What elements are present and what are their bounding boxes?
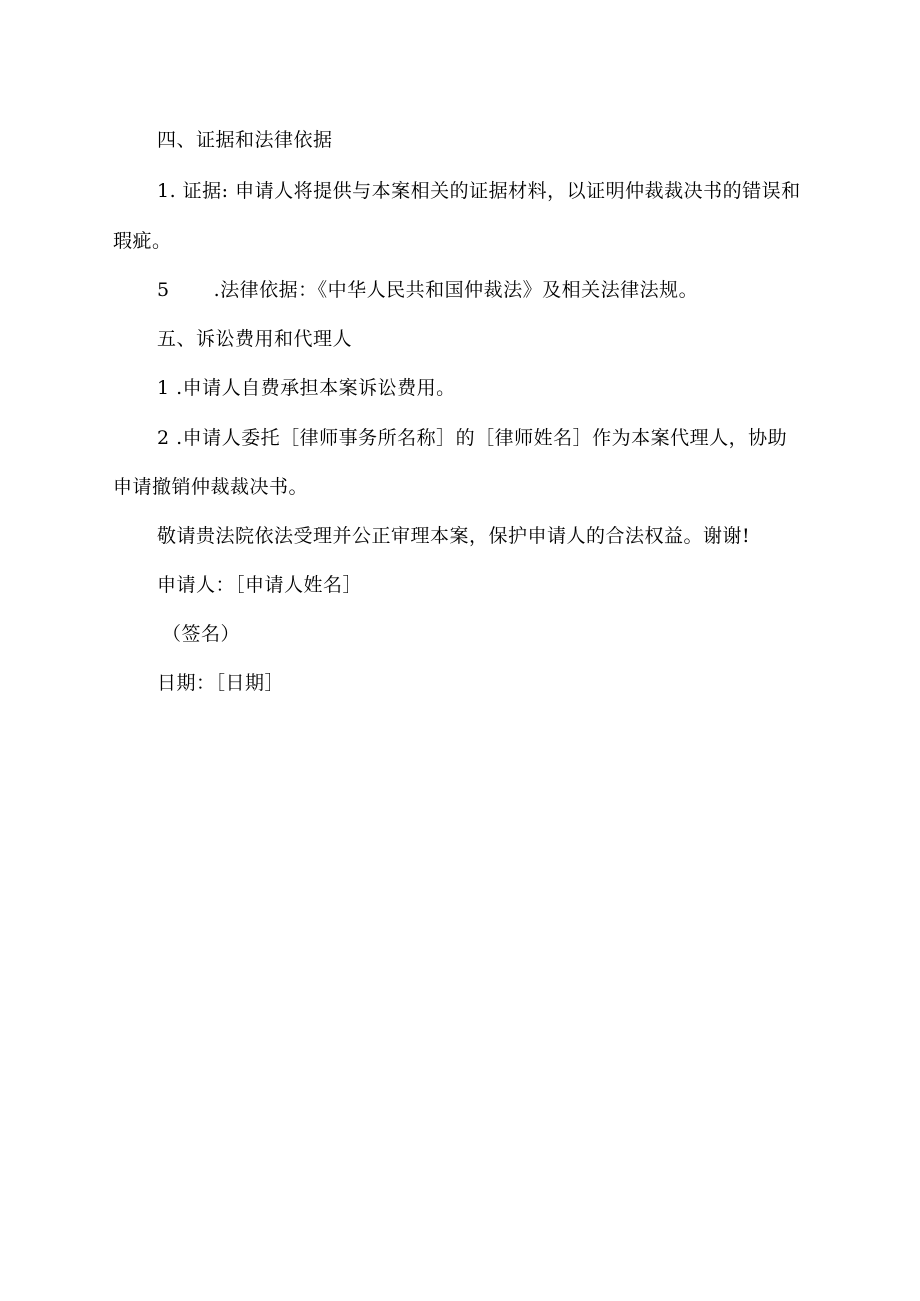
closing-paragraph: 敬请贵法院依法受理并公正审理本案，保护申请人的合法权益。谢谢! bbox=[157, 525, 751, 547]
applicant-line: 申请人：［申请人姓名］ bbox=[157, 574, 363, 596]
section5-item2-line2: 申请撤销仲裁裁决书。 bbox=[113, 476, 309, 498]
section5-item1: 1 .申请人自费承担本案诉讼费用。 bbox=[157, 377, 456, 399]
section4-heading: 四、证据和法律依据 bbox=[157, 129, 333, 151]
section4-item2-text: .法律依据：《中华人民共和国仲裁法》及相关法律法规。 bbox=[213, 279, 699, 301]
date-line: 日期：［日期］ bbox=[157, 672, 285, 694]
section4-item2-number: 5 bbox=[157, 279, 170, 301]
section4-item1-line1: 1. 证据: 申请人将提供与本案相关的证据材料，以证明仲裁裁决书的错误和 bbox=[157, 180, 801, 202]
section5-heading: 五、诉讼费用和代理人 bbox=[157, 328, 353, 350]
section5-item2-line1: 2 .申请人委托［律师事务所名称］的［律师姓名］作为本案代理人，协助 bbox=[157, 427, 788, 449]
section4-item2 bbox=[157, 278, 698, 302]
signature-line: （签名） bbox=[162, 623, 241, 645]
section4-item1-line2: 瑕疵。 bbox=[113, 230, 172, 252]
